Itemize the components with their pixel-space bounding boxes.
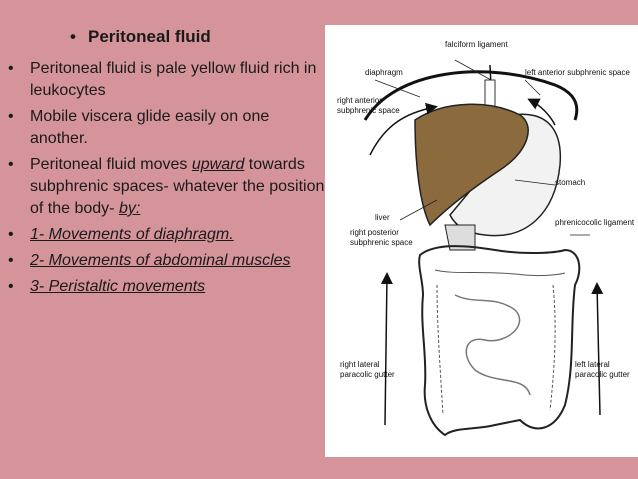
emphasis-by: by: (118, 200, 141, 217)
bullet-dot: • (8, 252, 14, 269)
label-phrenicocolic: phrenicocolic ligament (555, 218, 635, 227)
label-stomach: stomach (555, 178, 586, 187)
label-right-lateral-1: right lateral (340, 360, 380, 369)
label-right-anterior-1: right anterior (337, 96, 382, 105)
bullet-dot: • (8, 108, 14, 125)
bullet-text: 3- Peristaltic movements (30, 278, 206, 295)
peritoneal-diagram (325, 25, 638, 457)
bullet-dot: • (70, 27, 76, 46)
left-arrow (597, 285, 600, 415)
label-falciform: falciform ligament (445, 40, 508, 49)
bullet-dot: • (8, 156, 14, 173)
emphasis-upward: upward (191, 156, 245, 173)
bullet-item (8, 154, 326, 220)
label-left-anterior: left anterior subphrenic space (525, 68, 630, 77)
bullet-list (8, 58, 326, 302)
label-right-lateral-2: paracolic gutter (340, 370, 395, 379)
label-left-lateral-1: left lateral (575, 360, 610, 369)
label-liver: liver (375, 213, 390, 222)
bullet-text: 1- Movements of diaphragm. (30, 226, 234, 243)
label-diaphragm: diaphragm (365, 68, 403, 77)
bullet-item (8, 58, 326, 102)
bullet-dot: • (8, 226, 14, 243)
bullet-dot: • (8, 278, 14, 295)
bullet-item (8, 276, 326, 298)
bullet-text: 2- Movements of abdominal muscles (30, 252, 291, 269)
bullet-item (8, 224, 326, 246)
title-text: Peritoneal fluid (88, 27, 211, 46)
bullet-text: Peritoneal fluid moves (30, 156, 192, 173)
right-arrow (385, 275, 387, 425)
bullet-item (8, 106, 326, 150)
bullet-dot: • (8, 60, 14, 77)
label-left-lateral-2: paracolic gutter (575, 370, 630, 379)
bullet-text: Peritoneal fluid is pale yellow fluid rich in leukocytes (30, 60, 317, 99)
bullet-text: towards subphrenic spaces- whatever the position of the body- (30, 156, 325, 217)
bullet-item (8, 250, 326, 272)
slide-title (70, 27, 211, 47)
label-right-posterior-1: right posterior (350, 228, 399, 237)
label-right-posterior-2: subphrenic space (350, 238, 413, 247)
label-right-anterior-2: subphrenic space (337, 106, 400, 115)
anatomy-figure (325, 25, 638, 457)
bullet-text: Mobile viscera glide easily on one another. (30, 108, 270, 147)
